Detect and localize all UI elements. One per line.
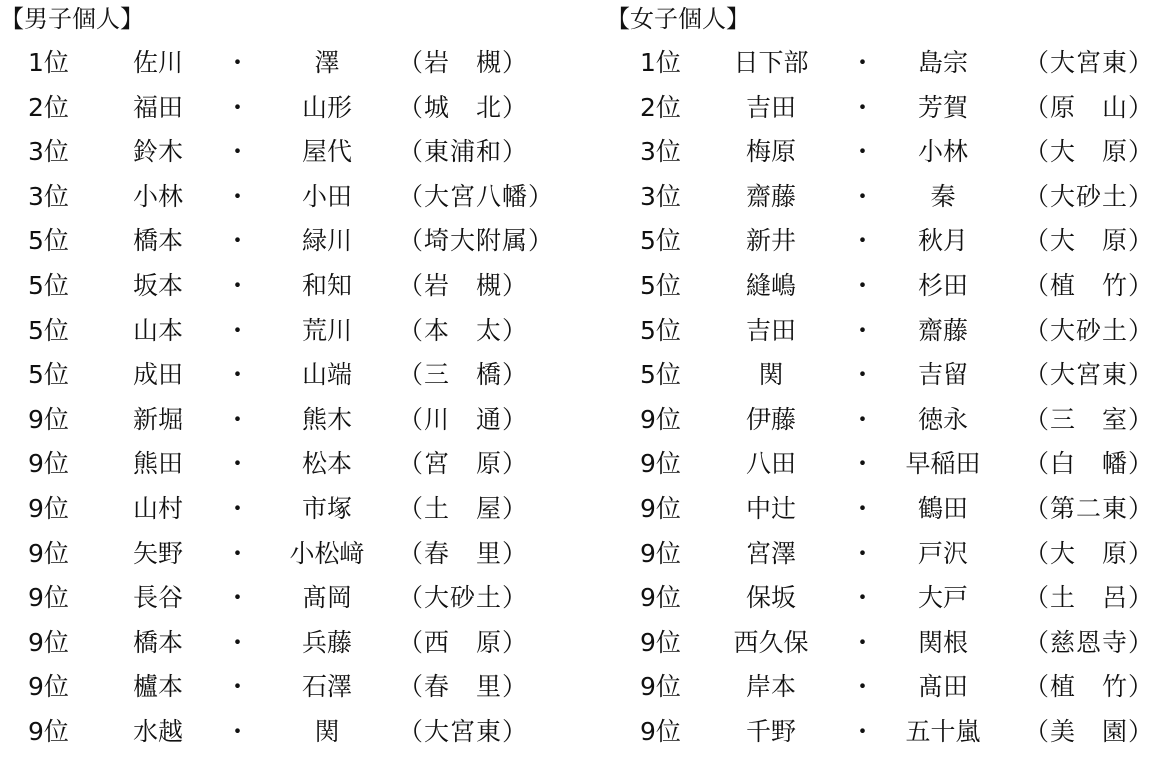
player-two-name: 秦: [930, 181, 956, 211]
player-two-name: 小松﨑: [289, 538, 365, 568]
player-two-name: 市塚: [301, 494, 352, 523]
school-name: （白 幡）: [1024, 449, 1155, 479]
rank-label: 9位: [640, 627, 681, 657]
result-row: [0, 534, 560, 574]
player-two-name: 髙田: [917, 672, 968, 702]
separator-dot: ・: [225, 92, 251, 122]
rank-label: 5位: [28, 315, 69, 345]
player-two-name: 島宗: [917, 48, 968, 77]
player-one-name: 日下部: [733, 48, 809, 77]
player-one-name: 縫嶋: [745, 271, 796, 300]
rank-label: 5位: [28, 271, 69, 300]
separator-dot: ・: [225, 404, 251, 434]
result-row: [606, 221, 1165, 261]
rank-label: 9位: [640, 449, 681, 479]
separator-dot: ・: [225, 449, 251, 479]
rank-label: 9位: [640, 583, 681, 613]
result-row: [0, 623, 560, 663]
separator-dot: ・: [850, 538, 876, 568]
result-row: [606, 489, 1165, 529]
school-name: （第二東）: [1024, 494, 1155, 523]
rank-label: 9位: [28, 627, 69, 657]
player-one-name: 吉田: [745, 92, 796, 122]
rank-label: 3位: [640, 181, 681, 211]
result-row: [0, 712, 560, 752]
women-section-title: 【女子個人】: [606, 5, 750, 33]
player-two-name: 鶴田: [917, 494, 968, 523]
player-one-name: 岸本: [745, 672, 796, 702]
player-one-name: 新井: [745, 226, 796, 256]
player-one-name: 坂本: [132, 271, 183, 300]
separator-dot: ・: [850, 315, 876, 345]
rank-label: 9位: [640, 717, 681, 746]
separator-dot: ・: [225, 226, 251, 256]
player-one-name: 櫨本: [132, 672, 183, 702]
player-one-name: 鈴木: [132, 137, 183, 167]
player-one-name: 新堀: [132, 404, 183, 434]
player-two-name: 早稲田: [905, 449, 981, 479]
player-one-name: 保坂: [745, 583, 796, 613]
school-name: （三 橋）: [398, 360, 529, 390]
school-name: （土 屋）: [398, 494, 529, 523]
separator-dot: ・: [225, 181, 251, 211]
result-row: [0, 266, 560, 306]
player-two-name: 和知: [301, 271, 352, 300]
school-name: （春 里）: [398, 538, 529, 568]
rank-label: 9位: [28, 449, 69, 479]
school-name: （岩 槻）: [398, 271, 529, 300]
school-name: （大宮八幡）: [398, 181, 555, 211]
rank-label: 1位: [28, 48, 69, 77]
school-name: （城 北）: [398, 92, 529, 122]
separator-dot: ・: [225, 538, 251, 568]
school-name: （大砂土）: [398, 583, 529, 613]
school-name: （春 里）: [398, 672, 529, 702]
result-row: [606, 712, 1165, 752]
separator-dot: ・: [850, 672, 876, 702]
rank-label: 9位: [28, 538, 69, 568]
player-two-name: 小林: [917, 137, 968, 167]
school-name: （東浦和）: [398, 137, 529, 167]
school-name: （美 園）: [1024, 717, 1155, 746]
rank-label: 3位: [28, 181, 69, 211]
result-row: [0, 578, 560, 618]
result-row: [0, 489, 560, 529]
school-name: （埼大附属）: [398, 226, 555, 256]
school-name: （植 竹）: [1024, 271, 1155, 300]
rank-label: 9位: [28, 672, 69, 702]
separator-dot: ・: [225, 627, 251, 657]
separator-dot: ・: [225, 137, 251, 167]
result-row: [606, 266, 1165, 306]
player-two-name: 芳賀: [917, 92, 968, 122]
separator-dot: ・: [850, 717, 876, 746]
player-two-name: 髙岡: [301, 583, 352, 613]
result-row: [0, 43, 560, 83]
player-one-name: 齋藤: [745, 181, 796, 211]
separator-dot: ・: [225, 360, 251, 390]
school-name: （川 通）: [398, 404, 529, 434]
result-row: [0, 444, 560, 484]
player-two-name: 大戸: [917, 583, 968, 613]
player-one-name: 伊藤: [745, 404, 796, 434]
player-one-name: 小林: [132, 181, 183, 211]
player-one-name: 成田: [132, 360, 183, 390]
result-row: [0, 221, 560, 261]
separator-dot: ・: [850, 583, 876, 613]
player-two-name: 澤: [314, 48, 340, 77]
school-name: （原 山）: [1024, 92, 1155, 122]
rank-label: 9位: [28, 717, 69, 746]
separator-dot: ・: [225, 271, 251, 300]
school-name: （土 呂）: [1024, 583, 1155, 613]
result-row: [0, 132, 560, 172]
result-row: [0, 667, 560, 707]
player-two-name: 杉田: [917, 271, 968, 300]
player-one-name: 中辻: [745, 494, 796, 523]
player-one-name: 佐川: [132, 48, 183, 77]
result-row: [606, 43, 1165, 83]
rank-label: 9位: [640, 672, 681, 702]
school-name: （宮 原）: [398, 449, 529, 479]
separator-dot: ・: [850, 92, 876, 122]
result-row: [606, 311, 1165, 351]
player-one-name: 長谷: [132, 583, 183, 613]
result-row: [0, 177, 560, 217]
rank-label: 1位: [640, 48, 681, 77]
school-name: （西 原）: [398, 627, 529, 657]
school-name: （大宮東）: [1024, 48, 1155, 77]
rank-label: 9位: [28, 404, 69, 434]
result-row: [0, 88, 560, 128]
result-row: [606, 578, 1165, 618]
player-one-name: 熊田: [132, 449, 183, 479]
player-one-name: 橋本: [132, 226, 183, 256]
school-name: （大 原）: [1024, 538, 1155, 568]
player-one-name: 福田: [132, 92, 183, 122]
player-one-name: 千野: [745, 717, 796, 746]
separator-dot: ・: [850, 627, 876, 657]
result-row: [606, 623, 1165, 663]
player-two-name: 徳永: [917, 404, 968, 434]
result-row: [606, 132, 1165, 172]
separator-dot: ・: [850, 181, 876, 211]
player-two-name: 屋代: [301, 137, 352, 167]
rank-label: 9位: [640, 404, 681, 434]
rank-label: 5位: [640, 271, 681, 300]
separator-dot: ・: [225, 315, 251, 345]
player-two-name: 関: [314, 717, 340, 746]
rank-label: 9位: [28, 494, 69, 523]
result-row: [606, 400, 1165, 440]
separator-dot: ・: [225, 583, 251, 613]
player-one-name: 橋本: [132, 627, 183, 657]
rank-label: 2位: [28, 92, 69, 122]
result-row: [606, 88, 1165, 128]
school-name: （本 太）: [398, 315, 529, 345]
player-two-name: 秋月: [917, 226, 968, 256]
player-one-name: 西久保: [733, 627, 809, 657]
separator-dot: ・: [850, 449, 876, 479]
school-name: （三 室）: [1024, 404, 1155, 434]
rank-label: 5位: [640, 315, 681, 345]
school-name: （大 原）: [1024, 137, 1155, 167]
separator-dot: ・: [225, 717, 251, 746]
rank-label: 2位: [640, 92, 681, 122]
player-two-name: 松本: [301, 449, 352, 479]
rank-label: 3位: [28, 137, 69, 167]
separator-dot: ・: [850, 226, 876, 256]
player-two-name: 兵藤: [301, 627, 352, 657]
separator-dot: ・: [850, 48, 876, 77]
separator-dot: ・: [850, 360, 876, 390]
result-row: [606, 444, 1165, 484]
player-two-name: 五十嵐: [905, 717, 981, 746]
result-row: [0, 400, 560, 440]
school-name: （大宮東）: [1024, 360, 1155, 390]
separator-dot: ・: [850, 271, 876, 300]
rank-label: 5位: [28, 226, 69, 256]
result-row: [606, 534, 1165, 574]
player-one-name: 八田: [745, 449, 796, 479]
player-two-name: 荒川: [301, 315, 352, 345]
player-two-name: 齋藤: [917, 315, 968, 345]
player-one-name: 梅原: [745, 137, 796, 167]
rank-label: 5位: [640, 226, 681, 256]
school-name: （大砂土）: [1024, 181, 1155, 211]
school-name: （植 竹）: [1024, 672, 1155, 702]
school-name: （岩 槻）: [398, 48, 529, 77]
player-two-name: 熊木: [301, 404, 352, 434]
result-row: [0, 311, 560, 351]
separator-dot: ・: [850, 137, 876, 167]
player-one-name: 山本: [132, 315, 183, 345]
separator-dot: ・: [225, 672, 251, 702]
player-two-name: 関根: [917, 627, 968, 657]
school-name: （大 原）: [1024, 226, 1155, 256]
player-one-name: 山村: [132, 494, 183, 523]
player-two-name: 石澤: [301, 672, 352, 702]
rank-label: 9位: [28, 583, 69, 613]
separator-dot: ・: [225, 494, 251, 523]
player-one-name: 関: [758, 360, 784, 390]
school-name: （慈恩寺）: [1024, 627, 1155, 657]
player-two-name: 吉留: [917, 360, 968, 390]
player-one-name: 水越: [132, 717, 183, 746]
result-row: [0, 355, 560, 395]
result-row: [606, 667, 1165, 707]
player-two-name: 山端: [301, 360, 352, 390]
player-two-name: 山形: [301, 92, 352, 122]
player-one-name: 吉田: [745, 315, 796, 345]
separator-dot: ・: [850, 494, 876, 523]
player-two-name: 緑川: [301, 226, 352, 256]
rank-label: 5位: [640, 360, 681, 390]
player-two-name: 戸沢: [917, 538, 968, 568]
rank-label: 9位: [640, 538, 681, 568]
player-two-name: 小田: [301, 181, 352, 211]
separator-dot: ・: [225, 48, 251, 77]
result-row: [606, 355, 1165, 395]
men-section-title: 【男子個人】: [0, 5, 144, 33]
result-row: [606, 177, 1165, 217]
school-name: （大砂土）: [1024, 315, 1155, 345]
rank-label: 5位: [28, 360, 69, 390]
rank-label: 3位: [640, 137, 681, 167]
school-name: （大宮東）: [398, 717, 529, 746]
player-one-name: 矢野: [132, 538, 183, 568]
separator-dot: ・: [850, 404, 876, 434]
rank-label: 9位: [640, 494, 681, 523]
player-one-name: 宮澤: [745, 538, 796, 568]
